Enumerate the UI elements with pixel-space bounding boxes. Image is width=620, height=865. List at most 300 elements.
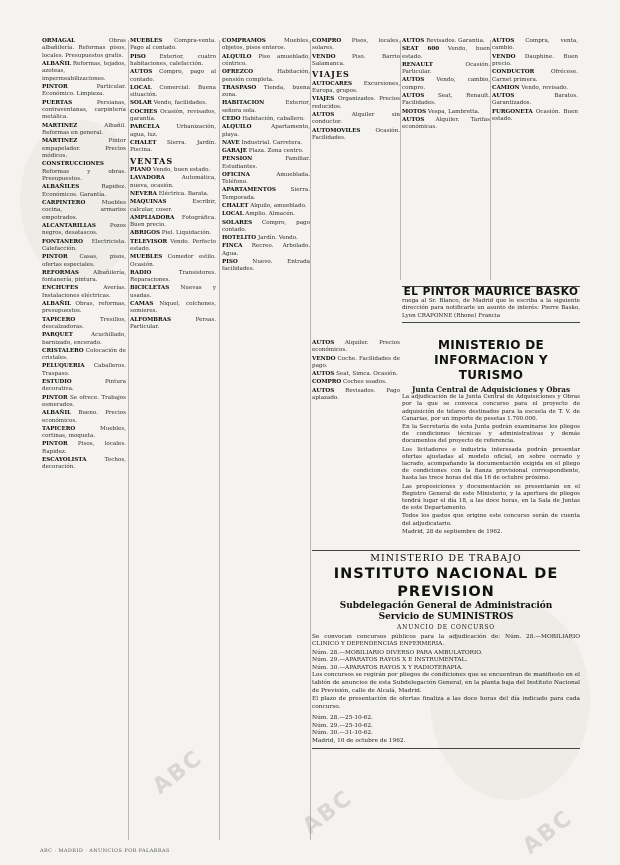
page-footer: ABC · MADRID · ANUNCIOS POR PALABRAS (40, 848, 170, 854)
classified-ad (130, 270, 216, 285)
ad-keyword: CARPINTERO (42, 199, 86, 206)
ministry-paragraph: Los licitadores o industria interesada podrán presentar ofertas ajustadas al modelo oficial, en sobre cerrado y lacrado, acompañando la documentación exigida en el pliego de condiciones con la fianza provisional correspondiente, hasta las trece horas del día 16 de octubre próximo. (402, 446, 580, 482)
classified-ad (130, 191, 216, 198)
classified-ad (42, 301, 126, 316)
ad-keyword: AUTOS (402, 77, 425, 84)
classified-ad (402, 77, 490, 92)
ad-text: Se ofrece. Trabajos esmerados. (42, 394, 126, 409)
classified-ad (42, 363, 126, 378)
ad-keyword: MOTOS (402, 108, 427, 115)
ad-keyword: AUTOS (492, 38, 515, 44)
classified-column-4-lower (312, 340, 400, 540)
ad-text: Vendo, cambio, compro. (402, 77, 490, 91)
classified-ad (222, 100, 310, 115)
classified-ad (42, 200, 126, 222)
anuncio-heading: ANUNCIO DE CONCURSO (397, 624, 495, 631)
ad-text: Albañil. Reformas en general. (42, 122, 126, 137)
ad-keyword: NAVE (222, 139, 240, 146)
classified-ad (312, 379, 400, 386)
ad-keyword: REFORMAS (42, 269, 79, 276)
ad-text: Colocación de cristales. (42, 347, 126, 362)
ad-keyword: ALBAÑIL (42, 410, 72, 417)
ad-text: Comercial. Buena situación. (130, 84, 216, 99)
classified-ad (312, 371, 400, 378)
ad-keyword: TRASPASO (222, 84, 257, 91)
ad-keyword: AUTOS (312, 340, 335, 346)
instituto-title: INSTITUTO NACIONAL DE PREVISION (333, 566, 559, 600)
ad-keyword: CHALET (222, 203, 249, 210)
ad-text: Plaza. Zona centro. (247, 148, 304, 155)
watermark-abc: ABC (518, 805, 578, 860)
prevision-intro: Se convocan concursos públicos para la adjudicación de: Núm. 28.—MOBILIARIO CLINICO Y DEPENDENCIAS ENFERMERIA. (312, 633, 580, 648)
classified-ad (42, 161, 126, 183)
ad-text: Obras, reformas, presupuestos. (42, 300, 126, 315)
ad-text: Reformas y obras. Presupuestos. (42, 168, 126, 183)
ministry-paragraph: En la Secretaría de esta Junta podrán examinarse los pliegos de condiciones técnicas y administrativas y demás documentos del proyecto de referencia. (402, 424, 580, 445)
ad-keyword: VENDO (312, 355, 336, 362)
column-rule (400, 40, 401, 280)
ad-text: Nuevas y usadas. (130, 285, 216, 299)
ad-text: Familiar. Estudiantes. (222, 156, 310, 170)
ad-text: Tienda, buena zona. (222, 84, 310, 99)
classified-ad (42, 184, 126, 199)
ad-text: Alquiler sin conductor. (312, 112, 400, 126)
column-rule (490, 40, 491, 280)
ad-keyword: AUTOS (130, 69, 153, 76)
ad-text: Automática, nueva, ocasión. (130, 175, 216, 189)
column-rule (310, 40, 311, 840)
ad-text: Muebles, objetos, pisos enteros. (222, 38, 310, 52)
classified-ad (492, 38, 578, 53)
classified-ad (312, 81, 400, 96)
ad-keyword: TELEVISOR (130, 238, 168, 245)
classified-ad (222, 140, 310, 147)
classified-ad (222, 211, 310, 218)
prevision-date: Núm. 28.—25-10-62. (312, 715, 373, 722)
ad-text: Bueno. Precios económicos. (42, 410, 126, 424)
ad-keyword: TAPICERO (42, 425, 76, 432)
classified-ad (42, 426, 126, 441)
pintor-notice (402, 284, 580, 325)
ad-keyword: AUTOS (492, 93, 515, 100)
section-heading: VIAJES (312, 69, 350, 80)
ad-keyword: OFREZCO (222, 69, 254, 76)
ad-text: Ocasión. Facilidades. (312, 127, 400, 142)
column-rule (219, 40, 220, 840)
ad-keyword: BICICLETAS (130, 285, 170, 292)
classified-ad (42, 410, 126, 425)
ministry-paragraph: Todos los gastos que origine este concurso serán de cuenta del adjudicatario. (402, 513, 580, 527)
ad-text: Sierra. Jardín. Piscina. (130, 139, 216, 154)
ad-text: Amplio. Almacén. (243, 211, 295, 218)
classified-ad (130, 124, 216, 139)
classified-ad (492, 54, 578, 69)
ad-text: Exterior, señora sola. (222, 100, 310, 114)
classified-ad (222, 235, 310, 242)
ad-text: Urbanización, agua, luz. (130, 124, 216, 138)
ad-keyword: AMPLIADORA (130, 214, 175, 221)
ad-keyword: CAMION (492, 84, 520, 91)
classified-ad (222, 259, 310, 274)
classified-ad (42, 441, 126, 456)
classified-ad (42, 457, 126, 472)
ad-text: Muebles, cortinas, moqueta. (42, 425, 126, 440)
ad-keyword: ALQUILO (222, 124, 252, 131)
ad-text: Muebles cocina, armarios empotrados. (42, 199, 126, 221)
ad-keyword: APARTAMENTOS (222, 187, 276, 194)
junta-subtitle: Junta Central de Adquisiciones y Obras (411, 385, 570, 394)
ad-keyword: AUTOMOVILES (312, 127, 361, 134)
ad-keyword: PISO (130, 53, 146, 60)
ad-text: Tresillos, descalzadoras. (42, 316, 126, 330)
ad-keyword: ESTUDIO (42, 379, 72, 386)
ad-text: Eléctrica. Barata. (156, 190, 209, 197)
prevision-paragraph: El plazo de presentación de ofertas finaliza a las doce horas del día indicado para cada concurso. (312, 695, 580, 710)
ad-keyword: AUTOCARES (312, 80, 352, 87)
classified-ad (222, 124, 310, 139)
classified-ad (130, 85, 216, 100)
ad-text: Vendo. Perfecto estado. (130, 238, 216, 252)
classified-ad (130, 100, 216, 107)
classified-ad (312, 356, 400, 371)
ministry-paragraph: La adjudicación de la Junta Central de Adquisiciones y Obras por la que se convoca concurso para el proyecto de adquisición de telares destinados para la escuela de T. V. de Canarias, por un importe de pesetas 1.700.000. (402, 394, 580, 422)
classified-ad (402, 117, 490, 132)
classified-column-5 (402, 38, 490, 282)
section-heading: VENTAS (130, 155, 174, 166)
ad-keyword: HOTELITO (222, 235, 257, 242)
pintor-body: ruega al Sr. Blanco, de Madrid que le escriba a la siguiente dirección para notificarle un asunto de interés: Pierre Basko, Lyon CRAPONNE (Rhone) Francia (402, 298, 580, 319)
classified-ad (130, 38, 216, 53)
prevision-notice (312, 548, 580, 838)
ad-text: Comedor estilo. Ocasión. (130, 254, 216, 268)
ad-text: Vendo, facilidades. (151, 100, 207, 107)
classified-ad (492, 93, 578, 108)
ad-text: Pintura decorativa. (42, 379, 126, 393)
ministry-paragraph: Madrid, 28 de septiembre de 1962. (402, 528, 503, 535)
ad-keyword: MARTINEZ (42, 122, 78, 129)
classified-ad (42, 239, 126, 254)
classified-column-2 (130, 38, 216, 838)
ad-keyword: AUTOS (312, 112, 335, 119)
prevision-paragraph: Los concursos se regirán por pliegos de condiciones que se encuentran de manifiesto en el tablón de anuncios de esta Subdelegación General, en la planta baja del Instituto Nacional de Previsión, calle de Alcalá, Madrid. (312, 672, 580, 694)
classified-ad (222, 54, 310, 69)
ad-keyword: AUTOS (402, 116, 425, 123)
ad-keyword: PISO (222, 258, 238, 265)
prevision-item: Núm. 29.—APARATOS RAYOS X E INSTRUMENTAL. (312, 657, 468, 664)
ad-keyword: VENDO (312, 53, 336, 60)
ad-text: Averías. Instalaciones eléctricas. (42, 285, 126, 299)
ad-keyword: CAMAS (130, 300, 154, 307)
ad-keyword: MAQUINAS (130, 199, 167, 206)
ad-keyword: GARAJE (222, 148, 248, 155)
ad-text: Coche. Facilidades de pago. (312, 355, 400, 370)
ad-text: Ocasión. Particular. (402, 61, 490, 76)
ad-text: Compra-venta. Pago al contado. (130, 38, 216, 52)
classified-ad (312, 128, 400, 143)
ad-text: Reformas, tejados, azoteas, impermeabilizaciones. (42, 61, 126, 82)
classified-ad (312, 340, 400, 355)
classified-ad (42, 138, 126, 160)
classified-ad (312, 388, 400, 403)
ad-text: Fotográfica. Buen precio. (130, 214, 216, 229)
ad-text: Revisados. Garantía. (424, 38, 485, 44)
pintor-title: EL PINTOR MAURICE BASKO (403, 286, 579, 298)
ad-keyword: ALCANTARILLAS (42, 222, 96, 229)
classified-ad (42, 348, 126, 363)
classified-ad (222, 243, 310, 258)
ad-text: Particular. Económico. Limpieza. (42, 84, 126, 98)
ad-text: Pozos negros, desatascos. (42, 222, 126, 237)
ad-keyword: SOLAR (130, 100, 152, 107)
ad-text: Compro, pago contado. (222, 219, 310, 233)
ad-keyword: ALQUILO (222, 53, 252, 60)
classified-ad (42, 223, 126, 238)
classified-ad (130, 69, 216, 84)
classified-ad (130, 254, 216, 269)
ad-text: Baratos. Garantizados. (492, 93, 578, 107)
prevision-date: Núm. 29.—25-10-62. (312, 722, 373, 729)
ad-text: Ocasión. Buen estado. (492, 108, 578, 123)
ad-text: Albañilería, fontanería, pintura. (42, 269, 126, 284)
ad-text: Vendo, buen estado. (402, 46, 490, 60)
classified-ad (222, 203, 310, 210)
ad-keyword: AUTOS (312, 387, 335, 394)
ad-text: Industrial. Carretera. (239, 139, 303, 146)
ad-keyword: OFICINA (222, 171, 250, 178)
ad-keyword: MUEBLES (130, 38, 163, 44)
prevision-paragraphs (312, 672, 580, 711)
classified-ad (402, 93, 490, 108)
classified-ad (42, 84, 126, 99)
classified-ad (130, 239, 216, 254)
ministry-paragraph: Las proposiciones y documentación se presentarán en el Registro General de este Ministerio, y la apertura de pliegos tendrá lugar el día 18, a las doce horas, en la Sala de Juntas de este Departamento. (402, 483, 580, 512)
ad-text: Sierra. Temporada. (222, 187, 310, 201)
classified-ad (222, 85, 310, 100)
ad-text: Dauphine. Buen precio. (492, 53, 578, 68)
ad-text: Ofrécese. Carnet primera. (492, 69, 578, 83)
ad-text: Escribir, calcular, coser. (130, 199, 216, 213)
ad-keyword: NEVERA (130, 190, 157, 197)
ad-text: Exterior, cuatro habitaciones, calefacción. (130, 53, 216, 68)
ad-keyword: CEDO (222, 116, 241, 123)
ad-keyword: COCHES (130, 108, 158, 115)
classified-ad (130, 301, 216, 316)
ad-text: Compra, venta, cambio. (492, 38, 578, 52)
ad-text: Alquilo, amueblado. (248, 203, 307, 210)
prevision-items (312, 650, 580, 673)
ad-keyword: PARQUET (42, 332, 73, 339)
ad-keyword: MARTINEZ (42, 138, 78, 145)
ad-keyword: ALFOMBRAS (130, 316, 172, 323)
classified-ad (402, 38, 490, 45)
classified-ad (42, 270, 126, 285)
ad-text: Piel. Liquidación. (160, 230, 212, 237)
ad-text: Pisos, locales, solares. (312, 38, 400, 52)
ad-text: Electricista. Calefacción. (42, 238, 126, 252)
column-rule (128, 40, 129, 840)
ad-keyword: PINTOR (42, 84, 68, 91)
divider (312, 748, 580, 749)
ad-keyword: ORMAGAL (42, 38, 76, 44)
classified-ad (222, 148, 310, 155)
classified-ad (130, 199, 216, 214)
divider (312, 550, 580, 551)
ad-keyword: FONTANERO (42, 238, 84, 245)
classified-column-4 (312, 38, 400, 282)
classified-ad (130, 230, 216, 237)
classified-ad (222, 38, 310, 53)
classified-ad (42, 61, 126, 83)
ad-text: Revisados. Pago aplazado. (312, 387, 400, 402)
prevision-dates (312, 715, 580, 745)
divider (402, 322, 580, 323)
classified-ad (312, 54, 400, 69)
watermark-abc: ABC (148, 745, 208, 800)
classified-ad (130, 109, 216, 124)
classified-column-1 (42, 38, 126, 838)
ad-keyword: CRISTALERO (42, 347, 84, 354)
watermark-abc: ABC (298, 785, 358, 840)
ad-text: Techos, decoración. (42, 457, 126, 471)
ad-keyword: HABITACION (222, 100, 265, 107)
ad-keyword: ALBAÑIL (42, 61, 72, 68)
classified-column-6 (492, 38, 578, 282)
ad-keyword: PINTOR (42, 441, 68, 448)
classified-ad (42, 285, 126, 300)
ad-keyword: COMPRO (312, 38, 342, 44)
ad-keyword: COMPRAMOS (222, 38, 266, 44)
classified-ad (130, 285, 216, 300)
ad-keyword: AUTOS (312, 371, 335, 378)
ad-text: Habitación, caballero. (240, 116, 305, 123)
ad-text: Seat, Simca. Ocasión. (334, 371, 398, 378)
ad-keyword: ENCHUFES (42, 285, 79, 292)
classified-ad (402, 46, 490, 61)
ad-text: Persas. Particular. (130, 316, 216, 330)
classified-ad (130, 175, 216, 190)
ad-text: Habitación, pensión completa. (222, 69, 310, 83)
ad-keyword: LAVADORA (130, 175, 165, 182)
classified-ad (222, 220, 310, 235)
ad-text: Caballeros. Traspaso. (42, 363, 126, 377)
classified-ad (492, 109, 578, 124)
classified-ad (42, 332, 126, 347)
classified-ad (402, 62, 490, 77)
ad-keyword: ALBAÑILES (42, 184, 80, 191)
ad-text: Persianas, contraventanas, carpintería metálica. (42, 99, 126, 121)
ministry-trabajo: MINISTERIO DE TRABAJO (370, 553, 522, 564)
ad-text: Niquel, colchones, somieres. (130, 300, 216, 315)
ad-keyword: PINTOR (42, 394, 68, 401)
ad-keyword: CONSTRUCCIONES (42, 161, 104, 168)
classified-ad (222, 172, 310, 187)
classified-column-3 (222, 38, 310, 838)
ad-keyword: MUEBLES (130, 254, 163, 261)
ad-keyword: RADIO (130, 269, 152, 276)
ad-text: Vespa, Lambretta. (426, 108, 480, 115)
classified-ad (130, 215, 216, 230)
ad-text: Piso. Barrio Salamanca. (312, 53, 400, 68)
ad-text: Vendo, revisado. (519, 84, 569, 91)
ad-keyword: TAPICERO (42, 316, 76, 323)
ad-text: Compro, pago al contado. (130, 69, 216, 83)
classified-ad (42, 317, 126, 332)
ad-keyword: PUERTAS (42, 99, 73, 106)
ad-keyword: RENAULT (402, 61, 433, 68)
ad-keyword: FURGONETA (492, 108, 533, 115)
ad-text: Obras albañilería. Reformas pisos, locales. Presupuestos gratis. (42, 38, 126, 59)
classified-ad (42, 379, 126, 394)
classified-ad (42, 254, 126, 269)
classified-ad (42, 100, 126, 122)
ad-text: Seat, Renault. Facilidades. (402, 93, 490, 107)
ad-keyword: LOCAL (222, 211, 244, 218)
ad-text: Amueblada. Teléfono. (222, 171, 310, 186)
ad-text: Nuevo. Entrada facilidades. (222, 258, 310, 273)
ad-keyword: PINTOR (42, 254, 68, 261)
ad-keyword: PARCELA (130, 124, 160, 131)
classified-ad (130, 54, 216, 69)
ad-text: Casas, pisos, ofertas especiales. (42, 254, 126, 268)
subdelegacion-heading: Subdelegación General de Administración (339, 601, 553, 611)
ad-keyword: ABRIGOS (130, 230, 161, 237)
ad-text: Rapidez. Económicos. Garantía. (42, 184, 126, 198)
ministry-paragraphs (402, 394, 580, 536)
prevision-date: Núm. 30.—31-10-62. (312, 730, 373, 737)
classified-ad (312, 38, 400, 53)
ad-keyword: SOLARES (222, 219, 253, 226)
classified-ad (130, 140, 216, 155)
ad-keyword: SEAT 600 (402, 46, 440, 53)
ad-text: Alquiler. Tarifas económicas. (402, 116, 490, 131)
classified-ad (312, 112, 400, 127)
ad-keyword: ESCAYOLISTA (42, 457, 87, 464)
ad-text: Recreo. Arbolado. Agua. (222, 243, 310, 257)
ad-keyword: CHALET (130, 139, 157, 146)
classified-ad (312, 96, 400, 111)
classified-ad (222, 187, 310, 202)
classified-ad (402, 109, 490, 116)
classified-ad (42, 395, 126, 410)
ministry-title: MINISTERIO DE INFORMACION Y TURISMO (434, 338, 548, 382)
ad-text: Excursiones, Europa, grupos. (312, 80, 400, 95)
ad-text: Transistores. Reparaciones. (130, 269, 216, 284)
ad-text: Organizados. Precios reducidos. (312, 96, 400, 110)
classified-ad (130, 167, 216, 174)
classified-ad (42, 123, 126, 138)
ad-text: Pintor empapelador. Precios módicos. (42, 138, 126, 160)
ad-text: Ocasión, revisados, garantía. (130, 108, 216, 123)
ad-text: Coches usados. (341, 379, 387, 386)
ad-keyword: PIANO (130, 167, 152, 174)
classified-ad (130, 317, 216, 332)
classified-ad (492, 85, 578, 92)
ad-keyword: PELUQUERIA (42, 363, 85, 370)
ad-text: Pisos, locales. Rapidez. (42, 441, 126, 455)
classified-ad (222, 69, 310, 84)
classified-ad (42, 38, 126, 60)
ad-keyword: VIAJES (312, 96, 335, 103)
ad-text: Alquiler. Precios económicos. (312, 340, 400, 354)
ad-keyword: FINCA (222, 243, 243, 250)
ad-keyword: VENDO (492, 53, 516, 60)
ad-keyword: AUTOS (402, 93, 425, 100)
ad-keyword: AUTOS (402, 38, 425, 44)
ad-text: Vendo, buen estado. (151, 167, 211, 174)
ad-keyword: ALBAÑIL (42, 300, 72, 307)
ministry-information-notice (402, 338, 580, 548)
prevision-item: Núm. 30.—APARATOS RAYOS X Y RADIOTERAPIA. (312, 664, 463, 671)
